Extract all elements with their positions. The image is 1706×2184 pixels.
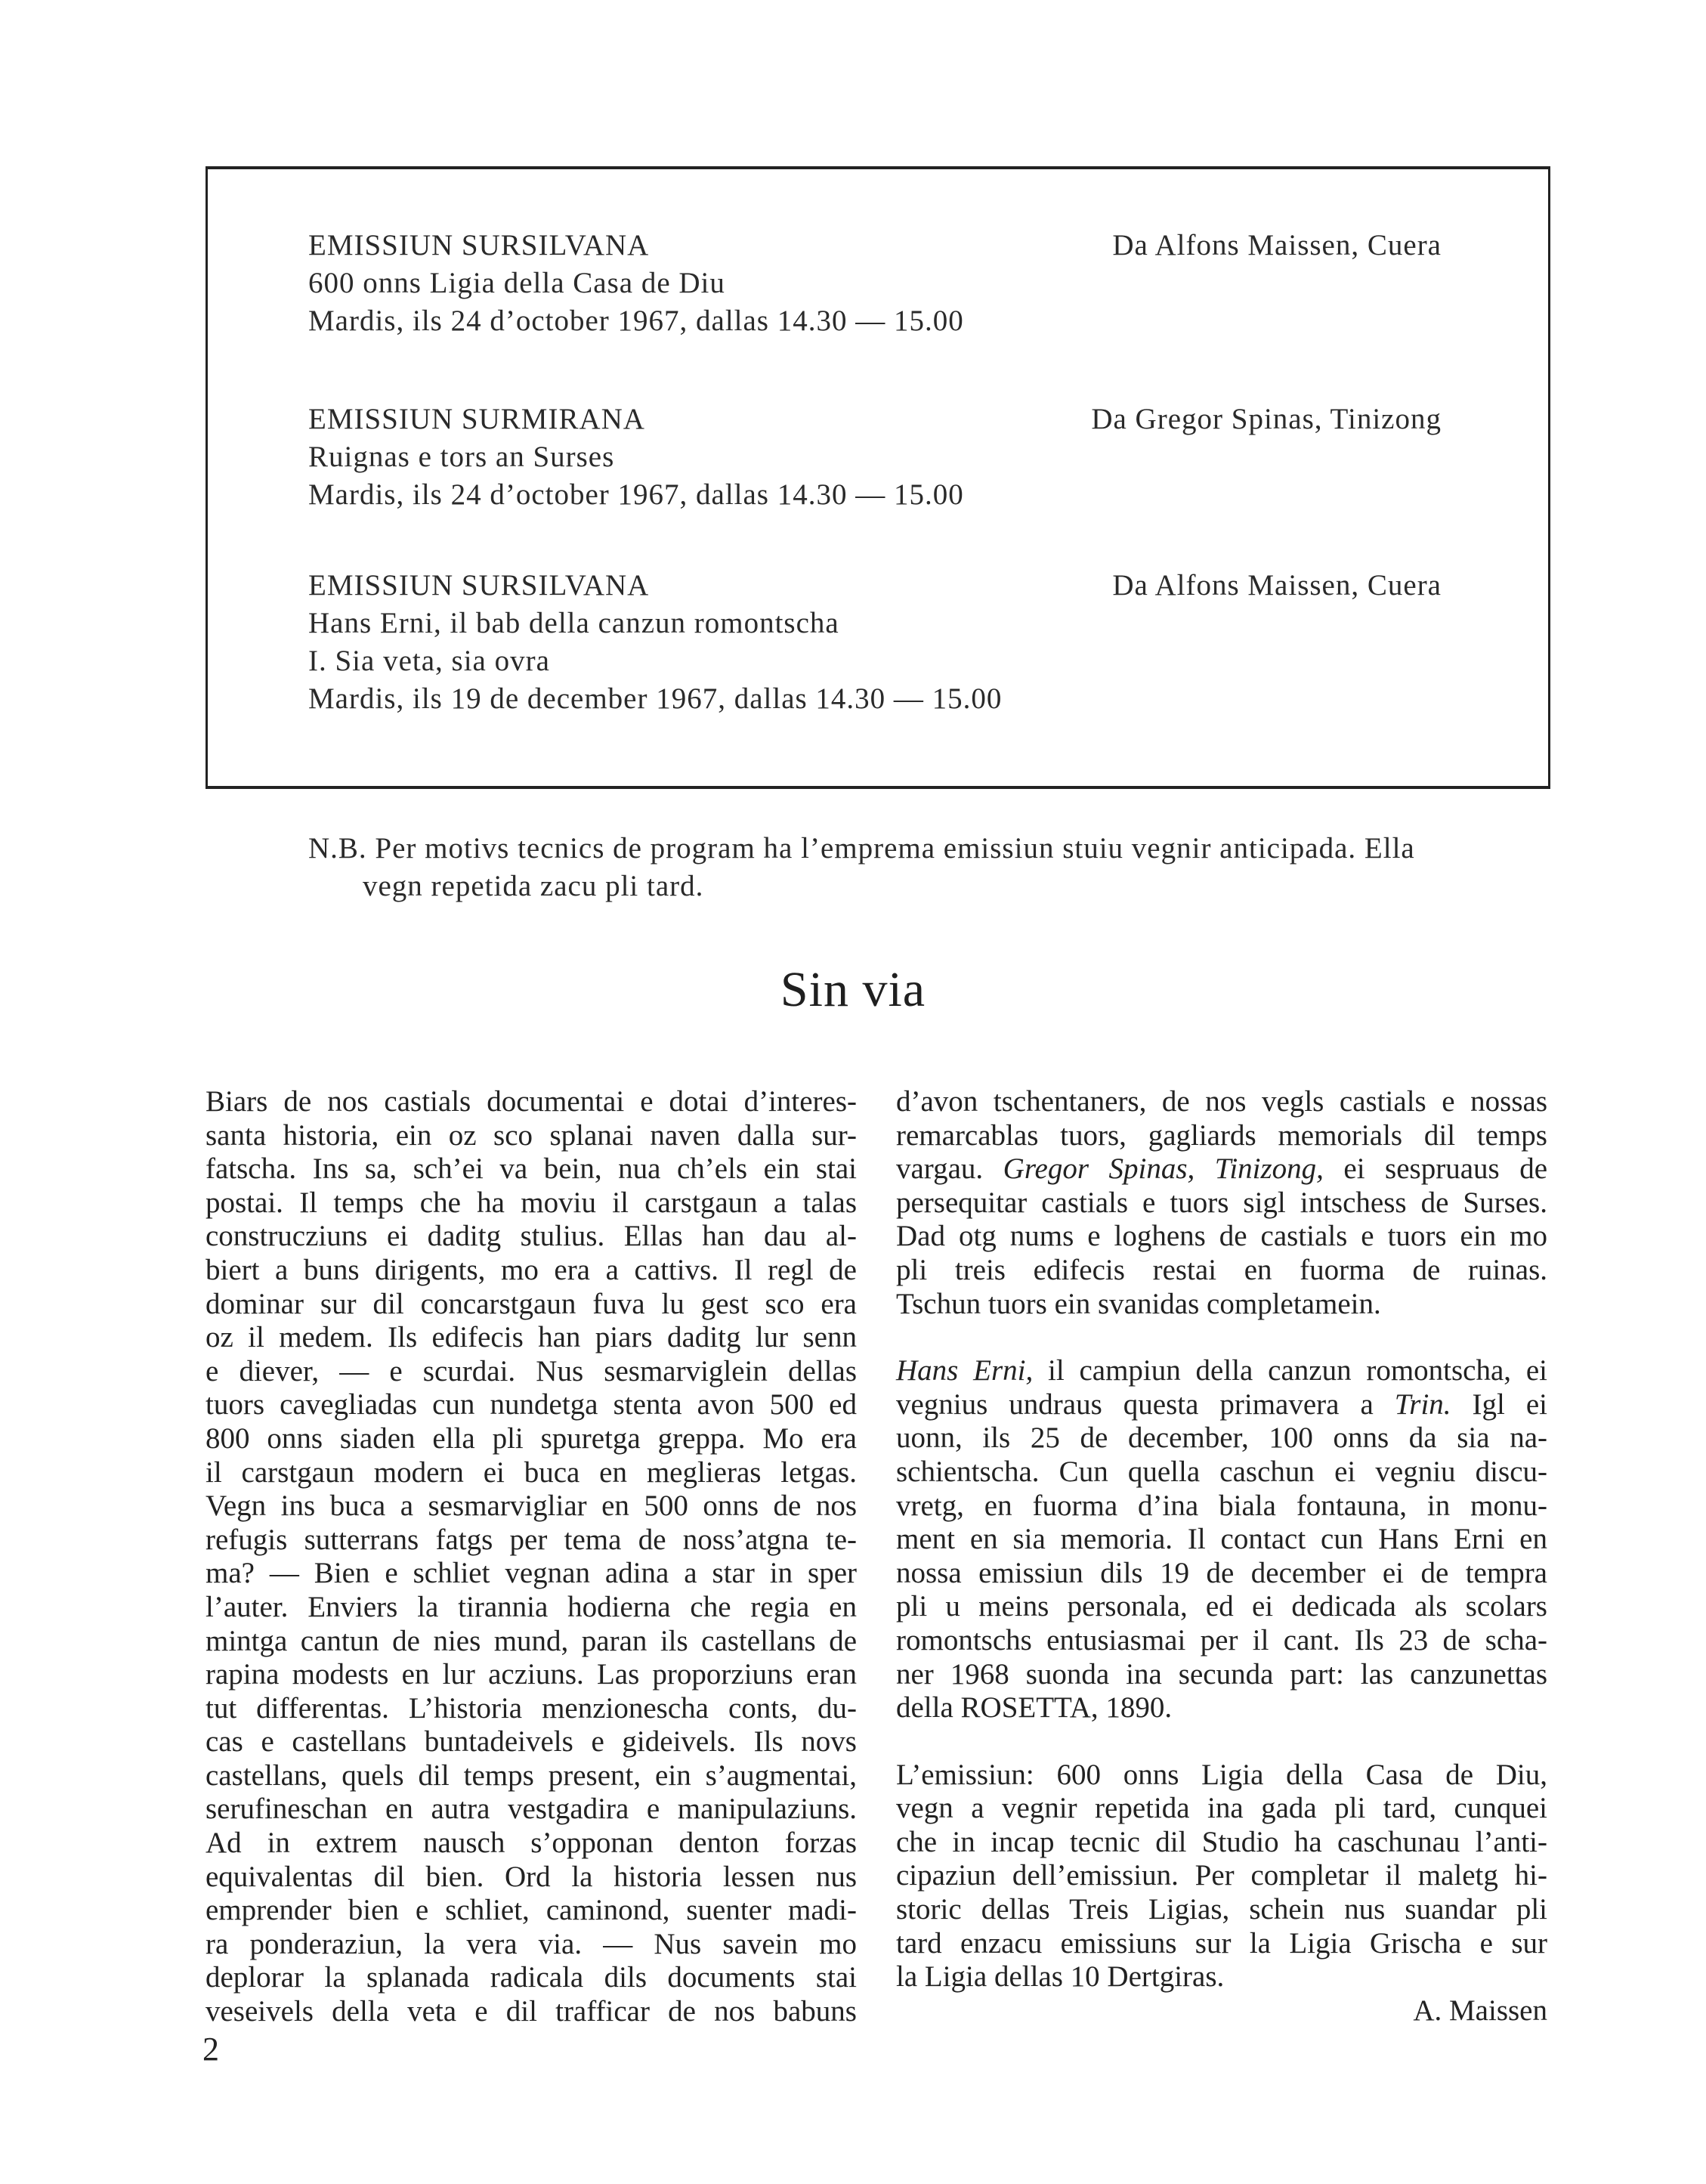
text-line: della ROSETTA, 1890. [896, 1691, 1173, 1725]
text-line: tard enzacu emissiuns sur la Ligia Grischa e sur [896, 1926, 1547, 1960]
text-line [896, 1388, 1547, 1422]
text-line: vegn a vegnir repetida ina gada pli tard, cunquei [896, 1792, 1547, 1825]
paragraph-castles [896, 1085, 1547, 1321]
article-left-column [206, 1085, 857, 2029]
text-line: e diever, — e scurdai. Nus sesmarviglein dellas [206, 1354, 857, 1387]
program-entry-3-date: Mardis, ils 19 de december 1967, dallas 14.30 — 15.00 [308, 682, 1003, 715]
text-line: biert a buns dirigents, mo era a cattivs. Il regl de [206, 1253, 857, 1286]
text-line: emprender bien e schliet, caminond, suenter madi- [206, 1894, 857, 1927]
text-line: cipaziun dell’emissiun. Per completar il maletg hi- [896, 1859, 1547, 1892]
text-line: mintga cantun de nies mund, paran ils castellans de [206, 1624, 857, 1657]
text-line: l’auter. Enviers la tirannia hodierna che regia en [206, 1590, 857, 1623]
paragraph-hans-erni [896, 1354, 1547, 1725]
text-line: persequitar castials e tuors sigl intschess de Surses. [896, 1186, 1547, 1219]
paragraph-emission-note [896, 1759, 1547, 2028]
text-line: uonn, ils 25 de december, 100 onns da sia na- [896, 1421, 1547, 1455]
program-entry-3 [308, 567, 1442, 718]
place-name-italic: Trin. [1394, 1387, 1451, 1421]
text-line: Tschun tuors ein svanidas completamein. [896, 1287, 1381, 1320]
text-fragment: vargau. [896, 1152, 984, 1186]
text-line [896, 1354, 1547, 1388]
text-line: tuors cavegliadas cun nundetga stenta avon 500 ed [206, 1388, 857, 1421]
text-line: schientscha. Cun quella caschun ei vegniu discu- [896, 1455, 1547, 1488]
text-line: ma? — Bien e schliet vegnan adina a star in sper [206, 1557, 857, 1590]
text-line: romontschs entusiasmai per il cant. Ils 23 de scha- [896, 1623, 1547, 1657]
text-line: oz il medem. Ils edifecis han piars daditg lur senn [206, 1321, 857, 1354]
text-line: ra ponderaziun, la vera via. — Nus savein mo [206, 1927, 857, 1960]
program-box-bottom-rule [206, 786, 1550, 789]
text-line: dominar sur dil concarstgaun fuva lu gest sco era [206, 1287, 857, 1320]
author-name-italic: Gregor Spinas, Tinizong, [1003, 1152, 1324, 1186]
program-entry-1 [308, 227, 1442, 340]
text-line: Biars de nos castials documentai e dotai d’interes- [206, 1085, 857, 1118]
left-column-text [206, 1085, 857, 2029]
text-line: deplorar la splanada radicala dils documents stai [206, 1961, 857, 1994]
text-line: tut differentas. L’historia menzionescha conts, du- [206, 1691, 857, 1725]
text-line: pli treis edifecis restai en fuorma de ruinas. [896, 1253, 1547, 1286]
article-right-column [896, 1085, 1547, 2028]
text-line: Vegn ins buca a sesmarvigliar en 500 onns de nos [206, 1490, 857, 1523]
text-line: la Ligia dellas 10 Dertgiras. [896, 1960, 1225, 1994]
nota-bene [308, 830, 1449, 905]
program-entry-2 [308, 401, 1442, 514]
text-line: ment en sia memoria. Il contact cun Hans Erni en [896, 1523, 1547, 1556]
text-line: remarcablas tuors, gagliards memorials dil temps [896, 1118, 1547, 1152]
program-entry-3-author: Da Alfons Maissen, Cuera [1112, 569, 1442, 602]
text-line: fatscha. Ins sa, sch’ei va bein, nua ch’els ein stai [206, 1152, 857, 1186]
program-entry-1-heading: EMISSIUN SURSILVANA [308, 229, 650, 261]
text-line: che in incap tecnic dil Studio ha caschunau l’anti- [896, 1825, 1547, 1858]
text-line [896, 1152, 1547, 1186]
page-number: 2 [202, 2031, 219, 2068]
text-line: il carstgaun modern ei buca en meglieras letgas. [206, 1455, 857, 1489]
text-line: equivalentas dil bien. Ord la historia lessen nus [206, 1860, 857, 1893]
program-entry-3-subject: Hans Erni, il bab della canzun romontscha [308, 607, 839, 639]
program-entry-1-date: Mardis, ils 24 d’october 1967, dallas 14.30 — 15.00 [308, 305, 964, 337]
text-line: Dad otg nums e loghens de castials e tuors ein mo [896, 1220, 1547, 1253]
text-fragment: vegnius undraus questa primavera a [896, 1387, 1374, 1421]
text-line: veseivels della veta e dil trafficar de nos babuns [206, 1995, 857, 2028]
text-fragment: ei sespruaus de [1343, 1152, 1548, 1186]
program-entry-3-part: I. Sia veta, sia ovra [308, 645, 550, 677]
program-entry-3-heading: EMISSIUN SURSILVANA [308, 569, 650, 602]
program-entry-2-date: Mardis, ils 24 d’october 1967, dallas 14.30 — 15.00 [308, 478, 964, 511]
nota-bene-line-1: N.B. Per motivs tecnics de program ha l’emprema emissiun stuiu vegnir anticipada. Ella [308, 832, 1415, 865]
article-title: Sin via [780, 962, 926, 1017]
text-line: vretg, en fuorma d’ina biala fontauna, in monu- [896, 1489, 1547, 1522]
nota-bene-line-2: vegn repetida zacu pli tard. [363, 870, 704, 902]
text-line: postai. Il temps che ha moviu il carstgaun a talas [206, 1186, 857, 1219]
text-line: ner 1968 suonda ina secunda part: las canzunettas [896, 1657, 1547, 1691]
program-entry-2-author: Da Gregor Spinas, Tinizong [1091, 403, 1442, 435]
text-line: serufineschan en autra vestgadira e manipulaziuns. [206, 1793, 857, 1826]
text-line: santa historia, ein oz sco splanai naven dalla sur- [206, 1118, 857, 1152]
text-line: L’emissiun: 600 onns Ligia della Casa de Diu, [896, 1758, 1547, 1791]
program-entry-2-subject: Ruignas e tors an Surses [308, 441, 615, 473]
text-line: Ad in extrem nausch s’opponan denton forzas [206, 1827, 857, 1860]
person-name-italic: Hans Erni, [896, 1354, 1034, 1387]
text-line: nossa emissiun dils 19 de december ei de tempra [896, 1556, 1547, 1589]
text-fragment: il campiun della canzun romontscha, ei [1048, 1354, 1547, 1387]
program-entry-1-author: Da Alfons Maissen, Cuera [1112, 229, 1442, 261]
text-line: rapina modests en lur acziuns. Las proporziuns eran [206, 1658, 857, 1691]
text-line: d’avon tschentaners, de nos vegls castials e nossas [896, 1085, 1547, 1118]
program-entry-2-heading: EMISSIUN SURMIRANA [308, 403, 645, 435]
signature: A. Maissen [1413, 1994, 1547, 2027]
text-fragment: Igl ei [1472, 1387, 1547, 1421]
text-line: 800 onns siaden ella pli spuretga greppa. Mo era [206, 1421, 857, 1455]
text-line: storic dellas Treis Ligias, schein nus suandar pli [896, 1893, 1547, 1926]
text-line: refugis sutterrans fatgs per tema de noss’atgna te- [206, 1523, 857, 1556]
program-entry-1-subject: 600 onns Ligia della Casa de Diu [308, 267, 725, 299]
text-line: pli u meins personala, ed ei dedicada als scolars [896, 1590, 1547, 1623]
text-line: construcziuns ei daditg stulius. Ellas han dau al- [206, 1220, 857, 1253]
text-line: castellans, quels dil temps present, ein s’augmentai, [206, 1759, 857, 1792]
text-line: cas e castellans buntadeivels e gideivels. Ils novs [206, 1725, 857, 1759]
